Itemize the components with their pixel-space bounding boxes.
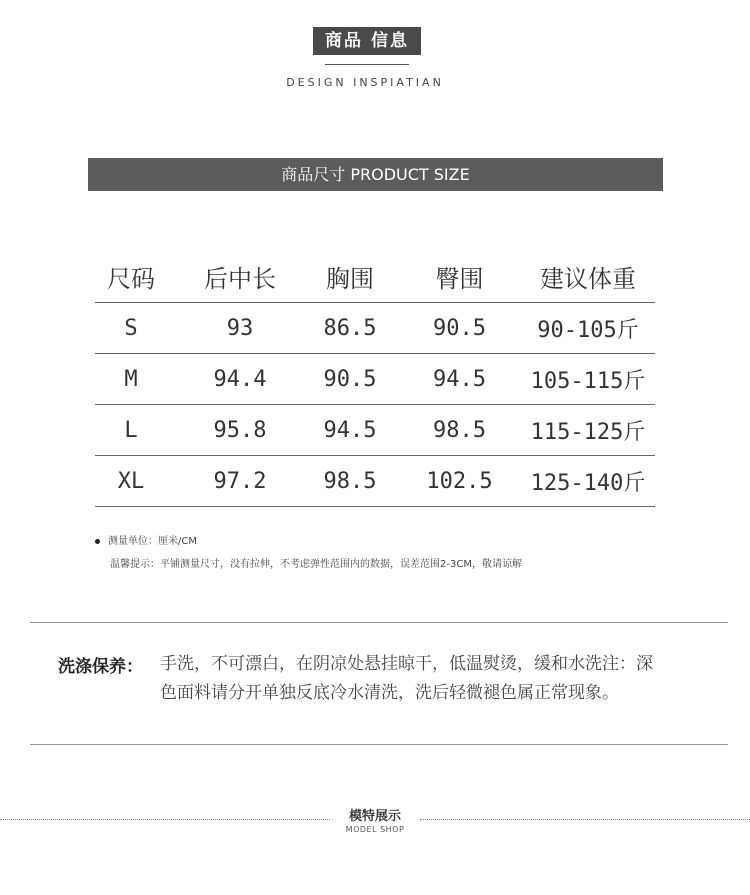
unit-note-text: 测量单位：厘米/CM [108,536,197,547]
table-cell: 95.8 [213,417,267,443]
care-label: 洗涤保养： [58,657,143,677]
table-cell: 86.5 [323,315,377,341]
table-cell: 90.5 [433,315,486,341]
column-header: 后中长 [204,264,276,293]
table-row [95,455,655,506]
dotted-divider-right [420,819,750,820]
table-cell: 125-140斤 [530,470,646,496]
table-cell: 94.4 [213,366,267,392]
table-cell: S [124,315,138,341]
section-title-badge: 商品 信息 [313,27,421,55]
column-header: 臀围 [435,264,484,293]
dotted-divider-left [0,819,330,820]
unit-note [95,532,197,547]
table-cell: 94.5 [433,366,486,392]
table-cell: 115-125斤 [530,419,646,445]
bullet-icon [95,539,100,544]
product-size-bar: 商品尺寸 PRODUCT SIZE [88,158,663,191]
measurement-tip: 温馨提示：平铺测量尺寸，没有拉伸，不考虑弹性范围内的数据，误差范围2-3CM，敬请谅解 [110,559,522,570]
table-cell: M [124,366,138,392]
table-cell: 97.2 [213,468,267,494]
size-table [95,250,655,507]
divider [30,744,728,745]
column-header: 建议体重 [540,264,636,293]
table-row [95,404,655,455]
table-cell: 90-105斤 [537,317,639,343]
table-cell: 105-115斤 [530,368,646,394]
table-cell: 102.5 [426,468,493,494]
column-header: 胸围 [326,264,374,293]
table-row [95,353,655,404]
care-instructions: 手洗，不可漂白，在阴凉处悬挂晾干，低温熨烫，缓和水洗注：深色面料请分开单独反底冷水清洗，洗后轻微褪色属正常现象。 [160,654,653,703]
table-header-row [95,250,655,302]
table-cell: 90.5 [323,366,377,392]
model-section-title: 模特展示 [348,809,401,824]
table-cell: L [124,417,138,443]
table-cell: 94.5 [323,417,377,443]
table-cell: XL [117,468,145,494]
table-row [95,302,655,353]
table-cell: 93 [226,315,254,341]
column-header: 尺码 [107,264,155,293]
divider [30,622,728,623]
table-bottom-border [95,506,655,507]
table-cell: 98.5 [323,468,377,494]
table-cell: 98.5 [433,417,486,443]
model-section-subtitle: MODEL SHOP [345,825,405,834]
title-underline [325,64,409,65]
section-subtitle: DESIGN INSPIATIAN [286,76,444,89]
